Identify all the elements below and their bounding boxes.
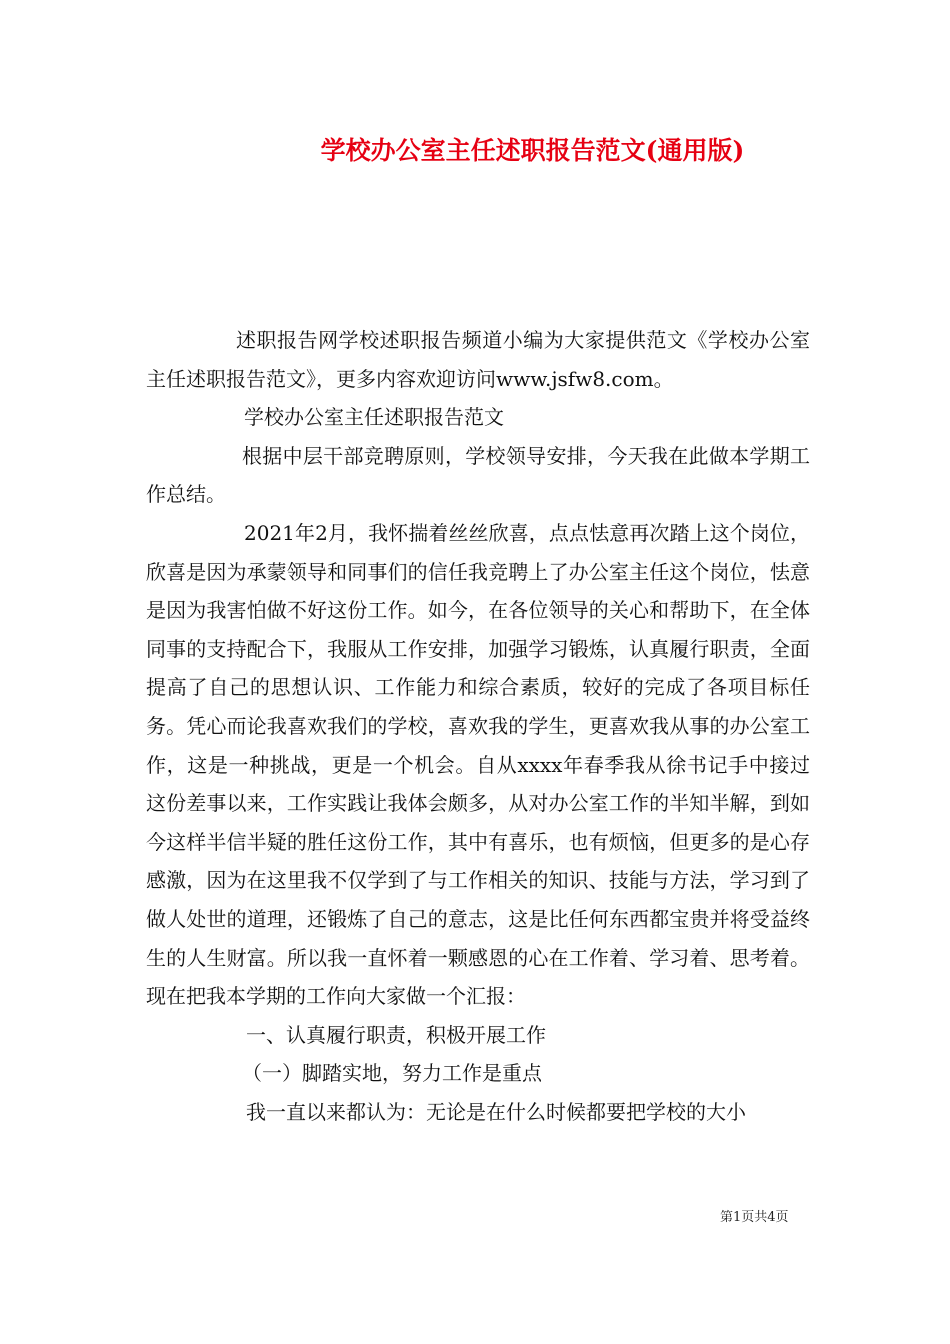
intro-paragraph: 述职报告网学校述职报告频道小编为大家提供范文《学校办公室主任述职报告范文》，更多内容欢迎访问www.jsfw8.com。 xyxy=(146,328,810,391)
opening-paragraph: 根据中层干部竞聘原则，学校领导安排，今天我在此做本学期工作总结。 xyxy=(146,443,810,507)
section-heading: 一、认真履行职责，积极开展工作 xyxy=(246,1022,546,1047)
main-paragraph: 2021年2月，我怀揣着丝丝欣喜，点点怯意再次踏上这个岗位，欣喜是因为承蒙领导和同事们的信任我竞聘上了办公室主任这个岗位，怯意是因为我害怕做不好这份工作。如今，在各位领导的关心和帮助下，在全体同事的支持配合下，我服从工作安排，加强学习锻炼，认真履行职责，全面提高了自己的思想认识、工作能力和综合素质，较好的完成了各项目标任务。凭心而论我喜欢我们的学校，喜欢我的学生，更喜欢我从事的办公室工作，这是一种挑战，更是一个机会。自从xxxx年春季我从徐书记手中接过这份差事以来，工作实践让我体会颇多，从对办公室工作的半知半解，到如今这样半信半疑的胜任这份工作，其中有喜乐，也有烦恼，但更多的是心存感激，因为在这里我不仅学到了与工作相关的知识、技能与方法，学习到了做人处世的道理，还锻炼了自己的意志，这是比任何东西都宝贵并将受益终生的人生财富。所以我一直怀着一颗感恩的心在工作着、学习着、思考着。现在把我本学期的工作向大家做一个汇报： xyxy=(146,520,810,1009)
document-title: 学校办公室主任述职报告范文(通用版) xyxy=(320,136,745,165)
subsection-heading: （一）脚踏实地，努力工作是重点 xyxy=(242,1061,542,1086)
page-number-footer: 第1页共4页 xyxy=(720,1210,789,1225)
continuation-paragraph: 我一直以来都认为：无论是在什么时候都要把学校的大小 xyxy=(246,1099,746,1124)
subtitle-paragraph: 学校办公室主任述职报告范文 xyxy=(244,405,504,430)
document-body xyxy=(146,321,810,1131)
